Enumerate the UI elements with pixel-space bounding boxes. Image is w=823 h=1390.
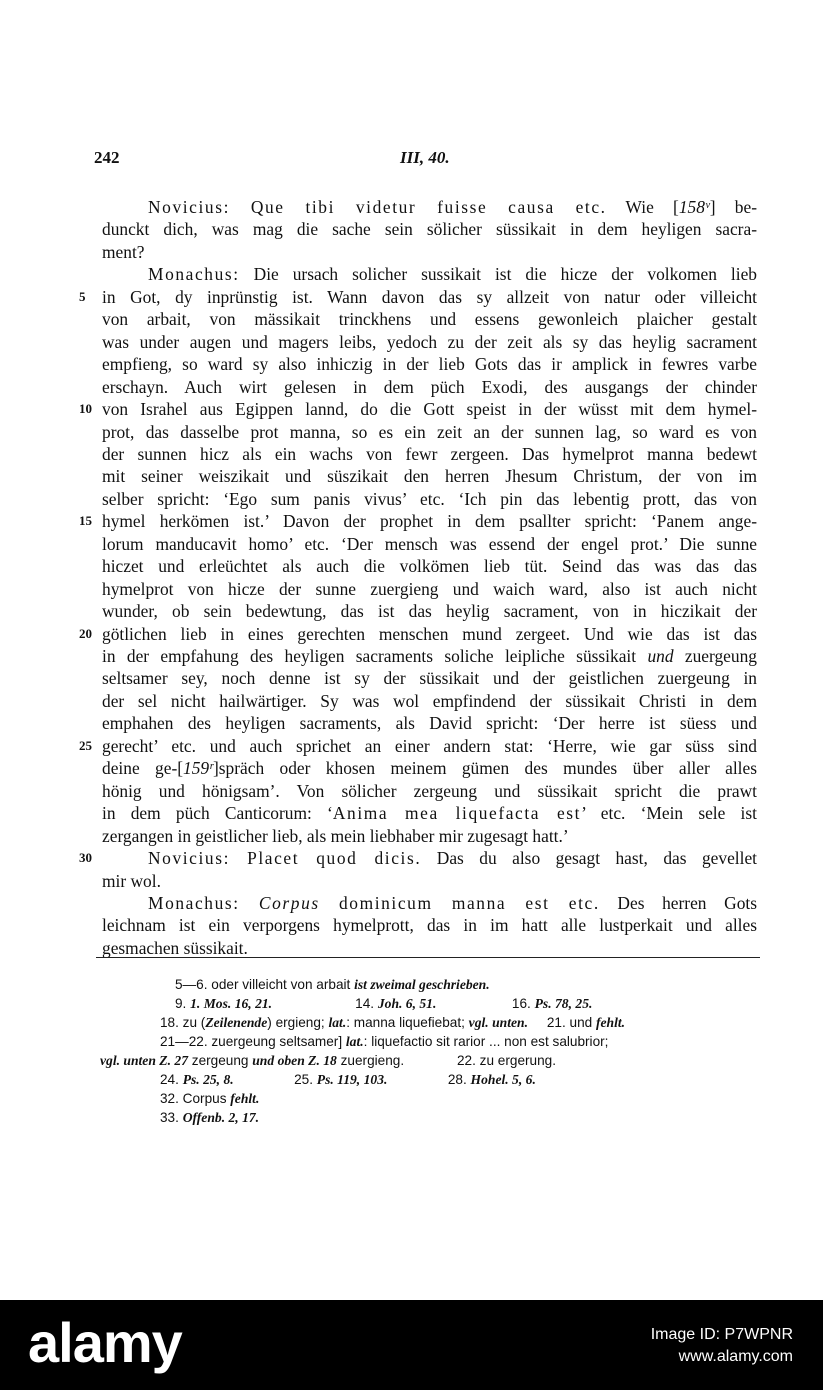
text-segment: : liquefactio sit rarior ... non est salubrior; (363, 1034, 609, 1049)
text-segment: Zeilenende (205, 1015, 268, 1030)
text-segment: 21. und (527, 1015, 596, 1030)
text-segment: ist zweimal geschrieben. (354, 977, 490, 992)
text-segment: in der empfahung des heyligen sacraments soliche leipliche süssikait (102, 646, 648, 666)
text-line (148, 847, 757, 869)
text-line (102, 331, 757, 353)
text-segment: 1. Mos. 16, 21. (190, 996, 273, 1011)
text-segment: mit seiner weiszikait und süszikait den herren Jhesum Christum, der von im (102, 466, 757, 487)
text-segment: lat. (328, 1015, 347, 1030)
text-line (102, 600, 757, 622)
text-line (102, 914, 757, 936)
text-segment: Hohel. 5, 6. (470, 1072, 536, 1087)
text-line (102, 712, 757, 734)
text-segment: erschayn. Auch wirt gelesen in dem püch Exodi, des ausgangs der chinder (102, 376, 757, 397)
text-segment: zuergieng. 22. zu ergerung. (336, 1053, 556, 1068)
text-segment: fehlt. (595, 1015, 626, 1030)
footnote (160, 1070, 536, 1089)
footnote (160, 1032, 608, 1051)
text-line (102, 645, 757, 667)
text-line (148, 196, 757, 218)
page-number: 242 (94, 148, 120, 167)
text-line (102, 623, 757, 645)
text-segment: leichnam ist ein verporgens hymelprott, das in im hatt alle lustperkait und alles (102, 915, 757, 936)
text-segment: hiczet und erleüchtet als auch die volkömen lieb tüt. Seind das was das das (102, 556, 757, 577)
text-segment: ’ etc. ‘Mein sele ist (581, 803, 757, 824)
text-segment: der sel nicht hailwärtiger. Sy was wol empfindend der süssikait Christi in dem (102, 690, 757, 711)
text-segment: und (647, 646, 674, 666)
text-segment: Wie [ (606, 197, 679, 217)
text-segment: dunckt dich, was mag die sache sein sölicher süssikait in dem heyligen sacra- (102, 219, 757, 240)
text-segment: mir wol. (102, 870, 161, 891)
text-line (102, 398, 757, 420)
text-segment: 33. (160, 1110, 183, 1125)
text-segment: 25. (233, 1072, 317, 1087)
text-segment: 16. (436, 996, 535, 1011)
text-segment: hönig und hönigsam’. Von sölicher zergeung und süssikait spricht die prawt (102, 780, 757, 801)
text-line (102, 241, 757, 263)
text-segment: 158ᵛ (678, 197, 710, 217)
text-segment: in Got, dy inprünstig ist. Wann davon das sy allzeit von natur oder villeicht (102, 286, 757, 307)
text-segment: vgl. unten Z. 27 (100, 1053, 188, 1068)
text-line (102, 780, 757, 802)
image-id-block (651, 1324, 793, 1368)
footnote (100, 1051, 556, 1070)
text-line (102, 555, 757, 577)
text-segment: Monachus: (148, 264, 240, 285)
text-line (102, 308, 757, 330)
text-segment: 18. zu ( (160, 1015, 206, 1030)
footnote (160, 1089, 259, 1108)
text-line (102, 667, 757, 689)
text-segment: lorum manducavit homo’ etc. ‘Der mensch was essend der engel prot.’ Die sunne (102, 533, 757, 554)
text-segment: ] be- (709, 197, 757, 217)
line-number: 20 (79, 625, 92, 641)
text-line (102, 937, 757, 959)
text-segment: was under augen und magers leibs, yedoch zu der zeit als sy das heylig sacrament (102, 331, 757, 352)
text-segment: Ps. 25, 8. (182, 1072, 234, 1087)
text-segment: zergangen in geistlicher lieb, als mein liebhaber mir zugesagt hatt.’ (102, 825, 569, 846)
text-segment: hymel herkömen ist.’ Davon der prophet in dem psallter spricht: ‘Panem ange- (102, 511, 757, 532)
text-segment: gesmachen süssikait. (102, 937, 248, 958)
text-segment: deine ge-[ (102, 758, 184, 779)
text-segment: 9. (175, 996, 191, 1011)
text-segment: gerecht’ etc. und auch sprichet an einer andern stat: ‘Herre, wie gar süss sind (102, 735, 757, 756)
text-segment: in dem püch Canticorum: ‘ (102, 803, 333, 824)
text-line (102, 690, 757, 712)
text-segment: 21—22. zuergeung seltsamer] (160, 1034, 346, 1049)
alamy-logo: alamy (28, 1311, 182, 1374)
text-segment: : manna liquefiebat; (346, 1015, 469, 1030)
text-segment: götlichen lieb in eines gerechten menschen mund zergeet. Und wie das ist das (102, 623, 757, 644)
text-line (102, 218, 757, 240)
text-segment: und oben Z. 18 (252, 1053, 337, 1068)
text-line (102, 465, 757, 487)
text-segment: 14. (272, 996, 378, 1011)
text-segment: 24. (160, 1072, 183, 1087)
text-line (148, 892, 757, 914)
text-segment: der sunnen hicz als ein wachs von fewr zergeen. Das hymelprot manna bedewt (102, 443, 757, 464)
line-number: 5 (79, 288, 86, 304)
text-segment: Novicius: Placet quod dicis. (148, 848, 422, 869)
footnote (175, 994, 592, 1013)
text-segment: Joh. 6, 51. (377, 996, 437, 1011)
text-line (102, 443, 757, 465)
text-segment: ) ergieng; (267, 1015, 329, 1030)
footnote (175, 975, 490, 994)
text-segment: 32. Corpus (160, 1091, 231, 1106)
text-segment: Monachus: (148, 892, 259, 913)
text-line (102, 757, 757, 779)
text-segment: hymelprot von hicze der sunne zuergieng und waich ward, also ist auch nicht (102, 578, 757, 599)
text-segment: vgl. unten. (468, 1015, 528, 1030)
text-segment: Die ursach solicher sussikait ist die hicze der volkomen lieb (239, 264, 757, 285)
footnote (160, 1013, 625, 1032)
line-number: 15 (79, 513, 92, 529)
text-segment: ment? (102, 241, 145, 262)
text-segment: 28. (387, 1072, 471, 1087)
text-line (102, 802, 757, 824)
watermark-url: www.alamy.com (678, 1348, 793, 1365)
text-segment: dominicum manna est etc. (319, 892, 600, 913)
watermark-bar (0, 1300, 823, 1390)
text-line (148, 263, 757, 285)
text-segment: empfieng, so ward sy also inhiczig in der lieb Gots das ir amplick in fewres varbe (102, 354, 757, 375)
text-line (102, 510, 757, 532)
text-segment: Anima mea liquefacta est (332, 803, 582, 824)
line-number: 25 (79, 737, 92, 753)
text-line (102, 376, 757, 398)
text-segment: von arbait, von mässikait trinckhens und essens gewonleich plaicher gestalt (102, 309, 757, 330)
text-segment: 5—6. oder villeicht von arbait (175, 977, 355, 992)
image-id: Image ID: P7WPNR (650, 1326, 793, 1343)
text-segment: Ps. 119, 103. (316, 1072, 388, 1087)
text-segment: zergeung (188, 1053, 253, 1068)
text-segment: ]spräch oder khosen meinem gümen des mundes über aller alles (212, 758, 757, 779)
text-segment: Corpus (258, 892, 320, 913)
line-number: 10 (79, 401, 92, 417)
text-line (102, 735, 757, 757)
text-segment: Ps. 78, 25. (534, 996, 593, 1011)
text-segment: emphahen des heyligen sacraments, als David spricht: ‘Der herre ist süess und (102, 713, 757, 734)
text-segment: fehlt. (230, 1091, 260, 1106)
text-line (102, 286, 757, 308)
footnote (160, 1108, 259, 1127)
text-segment: prot, das dasselbe prot manna, so es ein zeit an der sunnen lag, so ward es von (102, 421, 757, 442)
text-segment: lat. (345, 1034, 364, 1049)
text-segment: zuergeung (673, 646, 757, 666)
text-segment: wunder, ob sein bedewtung, das ist das heylig sacrament, von in hiczikait der (102, 601, 757, 622)
text-segment: selber spricht: ‘Ego sum panis vivus’ etc. ‘Ich pin das lebentig prott, das von (102, 488, 757, 509)
text-segment: Offenb. 2, 17. (182, 1110, 260, 1125)
footnote-divider (96, 957, 760, 958)
text-line (102, 870, 757, 892)
text-segment: Novicius: Que tibi videtur fuisse causa etc. (148, 197, 607, 217)
text-segment: 159ʳ (183, 758, 213, 779)
text-segment: Das du also gesagt hast, das gevellet (421, 848, 758, 869)
text-line (102, 488, 757, 510)
text-segment: Des herren Gots (599, 892, 757, 913)
text-line (102, 421, 757, 443)
running-head: III, 40. (400, 148, 450, 167)
text-segment: seltsamer sey, noch denne ist sy der süssikait und der geistlichen zuergeung in (102, 668, 757, 689)
text-line (102, 533, 757, 555)
text-line (102, 825, 757, 847)
line-number: 30 (79, 850, 92, 866)
text-line (102, 578, 757, 600)
text-line (102, 353, 757, 375)
text-segment: von Israhel aus Egippen lannd, do die Gott speist in der wüsst mit dem hymel- (102, 399, 757, 420)
